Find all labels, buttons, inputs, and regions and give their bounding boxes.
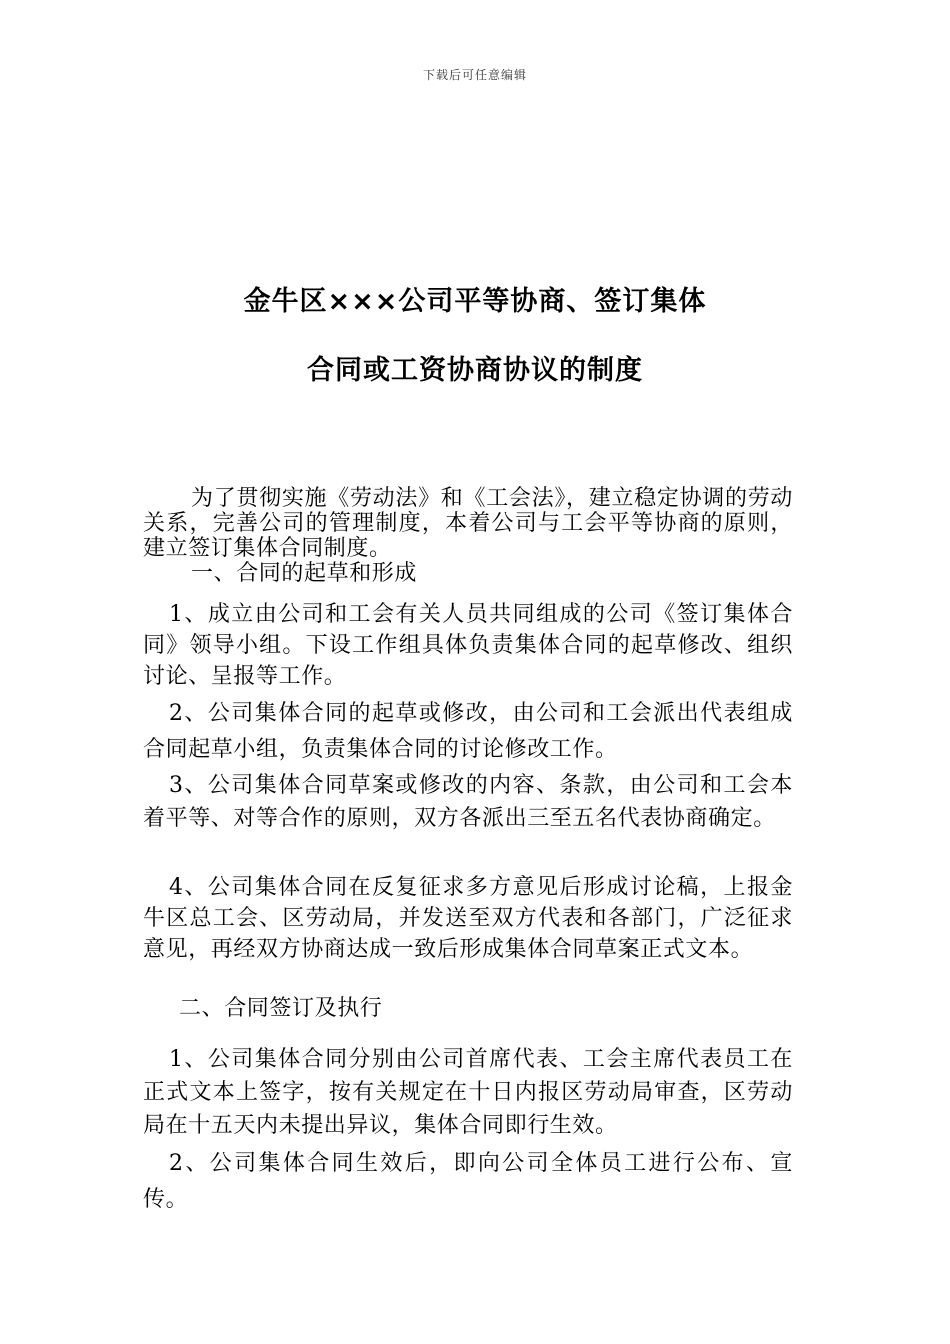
intro-paragraph: 为了贯彻实施《劳动法》和《工会法》，建立稳定协调的劳动关系，完善公司的管理制度，本着公司与工会平等协商的原则，建立签订集体合同制度。 [143,486,793,561]
section1-item-1: 1、成立由公司和工会有关人员共同组成的公司《签订集体合同》领导小组。下设工作组具体负责集体合同的起草修改、组织讨论、呈报等工作。 [143,602,793,689]
section-heading-1: 一、合同的起草和形成 [191,561,418,586]
header-note: 下载后可任意编辑 [422,68,527,82]
section2-item-2: 2、公司集体合同生效后，即向公司全体员工进行公布、宣传。 [143,1151,793,1212]
section2-item-1: 1、公司集体合同分别由公司首席代表、工会主席代表员工在正式文本上签字，按有关规定在十日内报区劳动局审查，区劳动局在十五天内未提出异议，集体合同即行生效。 [143,1047,793,1138]
document-title-line-1: 金牛区×××公司平等协商、签订集体 [243,286,707,317]
document-title-line-2: 合同或工资协商协议的制度 [307,355,643,386]
section-heading-2: 二、合同签订及执行 [179,996,383,1021]
section1-item-3: 3、公司集体合同草案或修改的内容、条款，由公司和工会本着平等、对等合作的原则，双方各派出三至五名代表协商确定。 [143,773,793,831]
section1-item-2: 2、公司集体合同的起草或修改，由公司和工会派出代表组成合同起草小组，负责集体合同的讨论修改工作。 [143,701,793,762]
section1-item-4: 4、公司集体合同在反复征求多方意见后形成讨论稿，上报金牛区总工会、区劳动局，并发送至双方代表和各部门，广泛征求意见，再经双方协商达成一致后形成集体合同草案正式文本。 [143,875,793,962]
